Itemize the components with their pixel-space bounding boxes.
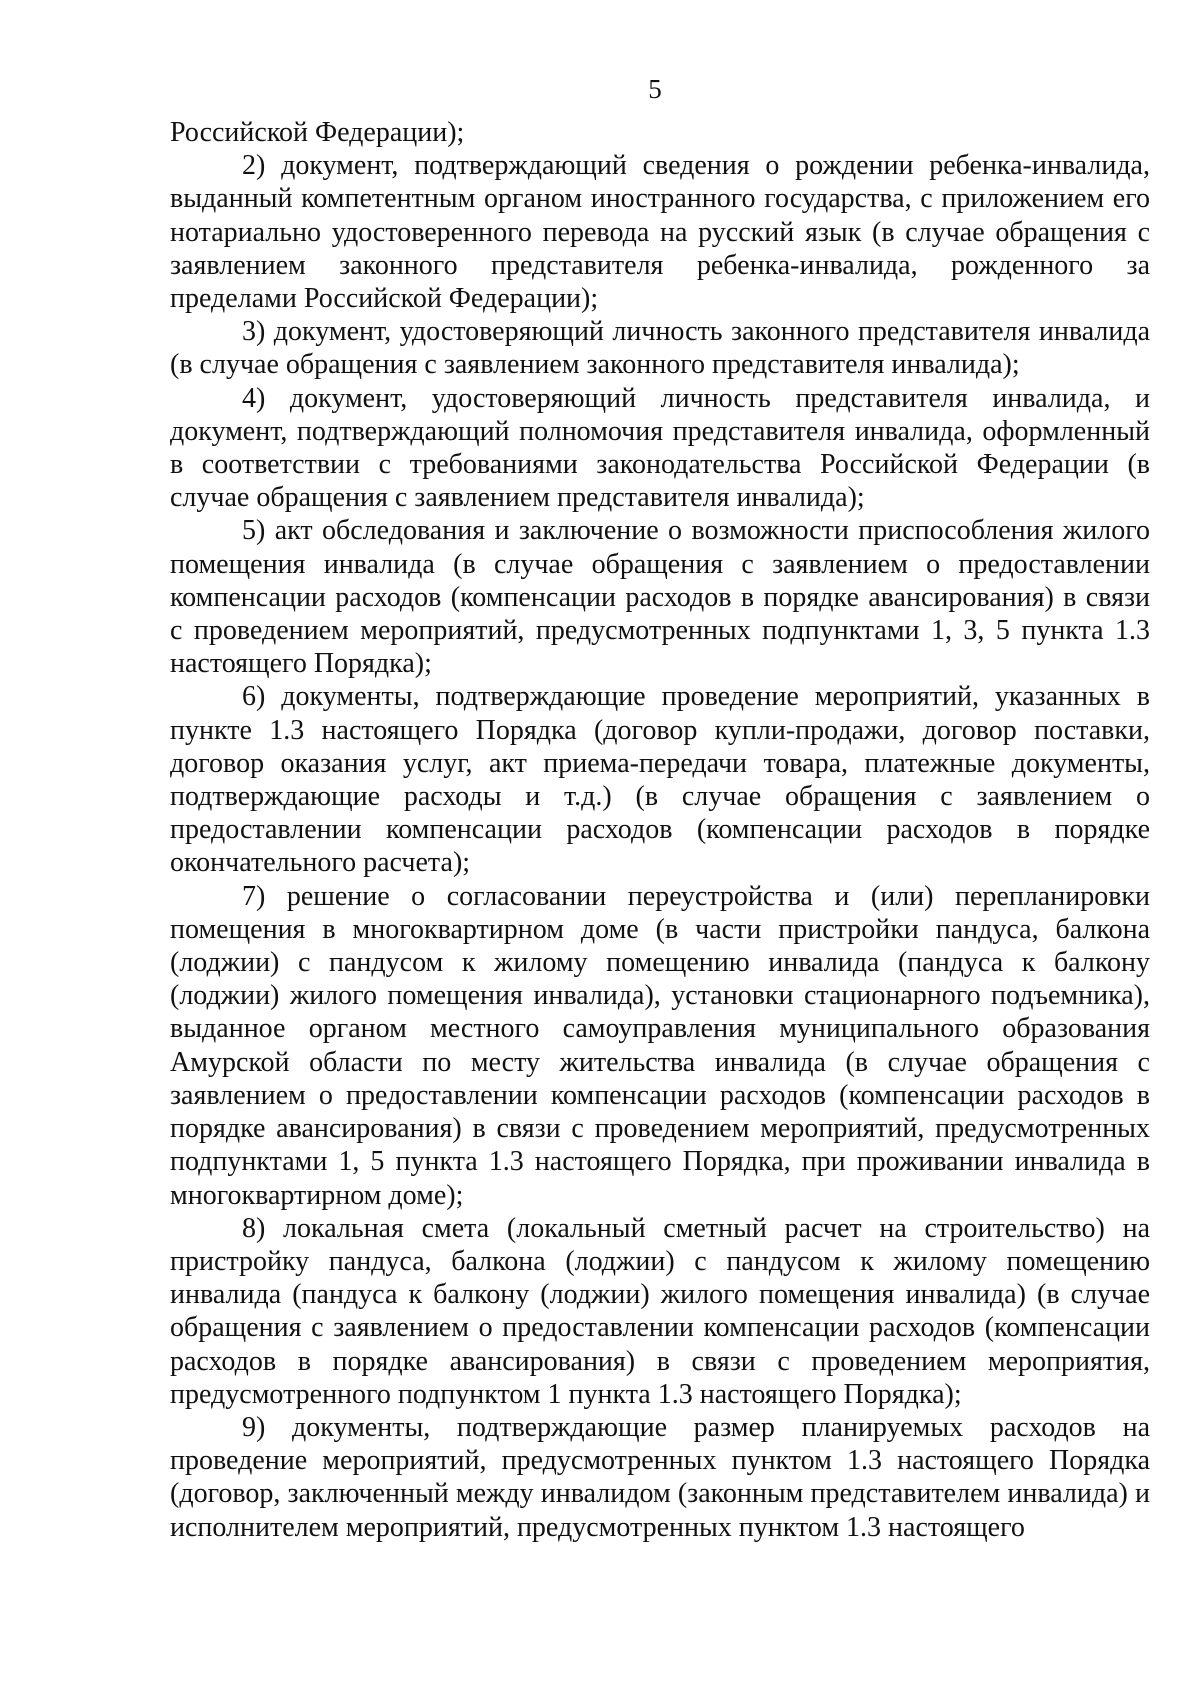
list-item-3: 3) документ, удостоверяющий личность законного представителя инвалида (в случае обращения с заявлением законного представителя инвалида); [170,316,1150,381]
page-number: 5 [648,74,662,104]
document-body [170,116,1150,1544]
list-item-2: 2) документ, подтверждающий сведения о рождении ребенка-инвалида, выданный компетентным органом иностранного государства, с приложением его нотариально удостоверенного перевода на русский язык (в случае обращения с заявлением законного представителя ребенка-инвалида, рожденного за пределами Российской Федерации); [170,150,1150,315]
list-item-9: 9) документы, подтверждающие размер планируемых расходов на проведение мероприятий, предусмотренных пунктом 1.3 настоящего Порядка (договор, заключенный между инвалидом (законным представителем инвалида) и исполнителем мероприятий, предусмотренных пунктом 1.3 настоящего [170,1411,1150,1543]
list-item-4: 4) документ, удостоверяющий личность представителя инвалида, и документ, подтверждающий полномочия представителя инвалида, оформленный в соответствии с требованиями законодательства Российской Федерации (в случае обращения с заявлением представителя инвалида); [170,382,1150,514]
list-item-7: 7) решение о согласовании переустройства и (или) перепланировки помещения в многоквартирном доме (в части пристройки пандуса, балкона (лоджии) с пандусом к жилому помещению инвалида (пандуса к балкону (лоджии) жилого помещения инвалида), установки стационарного подъемника), выданное органом местного самоуправления муниципального образования Амурской области по месту жительства инвалида (в случае обращения с заявлением о предоставлении компенсации расходов (компенсации расходов в порядке авансирования) в связи с проведением мероприятий, предусмотренных подпунктами 1, 5 пункта 1.3 настоящего Порядка, при проживании инвалида в многоквартирном доме); [170,880,1150,1211]
list-item-6: 6) документы, подтверждающие проведение мероприятий, указанных в пункте 1.3 настоящего Порядка (договор купли-продажи, договор поставки, договор оказания услуг, акт приема-передачи товара, платежные документы, подтверждающие расходы и т.д.) (в случае обращения с заявлением о предоставлении компенсации расходов (компенсации расходов в порядке окончательного расчета); [170,681,1150,879]
paragraph-continuation: Российской Федерации); [170,117,465,148]
list-item-5: 5) акт обследования и заключение о возможности приспособления жилого помещения инвалида (в случае обращения с заявлением о предоставлении компенсации расходов (компенсации расходов в порядке авансирования) в связи с проведением мероприятий, предусмотренных подпунктами 1, 3, 5 пункта 1.3 настоящего Порядка); [170,515,1150,680]
list-item-8: 8) локальная смета (локальный сметный расчет на строительство) на пристройку пандуса, балкона (лоджии) с пандусом к жилому помещению инвалида (пандуса к балкону (лоджии) жилого помещения инвалида) (в случае обращения с заявлением о предоставлении компенсации расходов (компенсации расходов в порядке авансирования) в связи с проведением мероприятия, предусмотренного подпунктом 1 пункта 1.3 настоящего Порядка); [170,1212,1150,1410]
